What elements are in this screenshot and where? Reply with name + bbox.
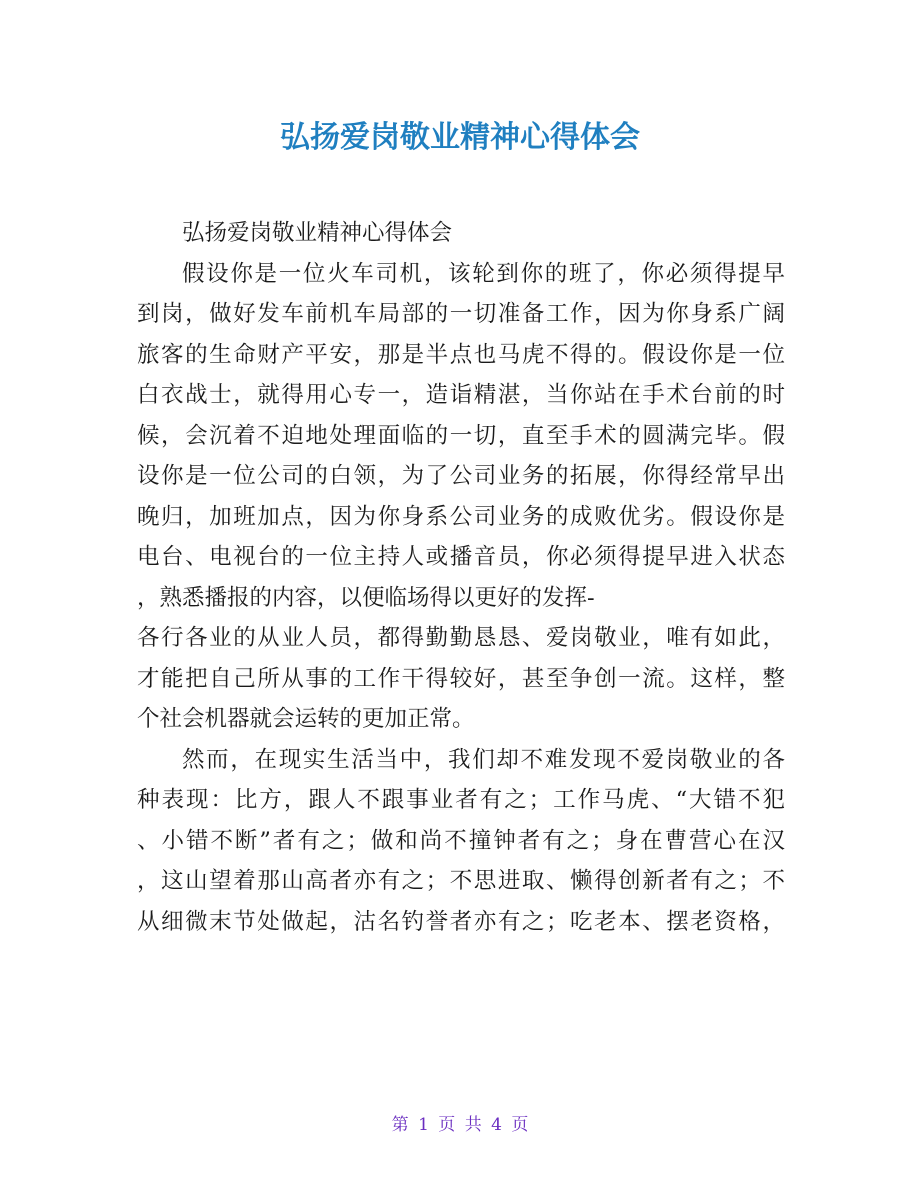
text-line: 然而，在现实生活当中，我们却不难发现不爱岗敬业的各	[182, 746, 785, 773]
text-line: 候，会沉着不迫地处理面临的一切，直至手术的圆满完毕。假	[137, 422, 785, 449]
text-line: ，熟悉播报的内容，以便临场得以更好的发挥-	[137, 584, 595, 611]
text-line: 假设你是一位火车司机，该轮到你的班了，你必须得提早	[182, 260, 785, 287]
text-line: 才能把自己所从事的工作干得较好，甚至争创一流。这样，整	[137, 665, 785, 692]
document-body	[137, 213, 785, 942]
text-line: 各行各业的从业人员，都得勤勤恳恳、爱岗敬业，唯有如此，	[137, 625, 785, 651]
text-line: 到岗，做好发车前机车局部的一切准备工作，因为你身系广阔	[137, 301, 785, 327]
document-title: 弘扬爱岗敬业精神心得体会	[280, 120, 640, 155]
text-line: 设你是一位公司的白领，为了公司业务的拓展，你得经常早出	[137, 463, 785, 489]
page-number-footer: 第 1 页 共 4 页	[391, 1115, 529, 1135]
text-line: 种表现：比方，跟人不跟事业者有之；工作马虎、“大错不犯	[137, 787, 785, 813]
text-line: 晚归，加班加点，因为你身系公司业务的成败优劣。假设你是	[137, 503, 785, 530]
text-line: 白衣战士，就得用心专一，造诣精湛，当你站在手术台前的时	[137, 382, 785, 408]
text-line: 旅客的生命财产平安，那是半点也马虎不得的。假设你是一位	[137, 341, 785, 368]
text-line: ，这山望着那山高者亦有之；不思进取、懒得创新者有之；不	[137, 868, 785, 894]
subtitle-line: 弘扬爱岗敬业精神心得体会	[182, 220, 453, 246]
text-line: 电台、电视台的一位主持人或播音员，你必须得提早进入状态	[137, 544, 785, 570]
text-line: 从细微末节处做起，沽名钓誉者亦有之；吃老本、摆老资格，	[137, 908, 785, 935]
text-line: 个社会机器就会运转的更加正常。	[137, 706, 475, 732]
text-line: 、小错不断”者有之；做和尚不撞钟者有之；身在曹营心在汉	[137, 827, 785, 854]
